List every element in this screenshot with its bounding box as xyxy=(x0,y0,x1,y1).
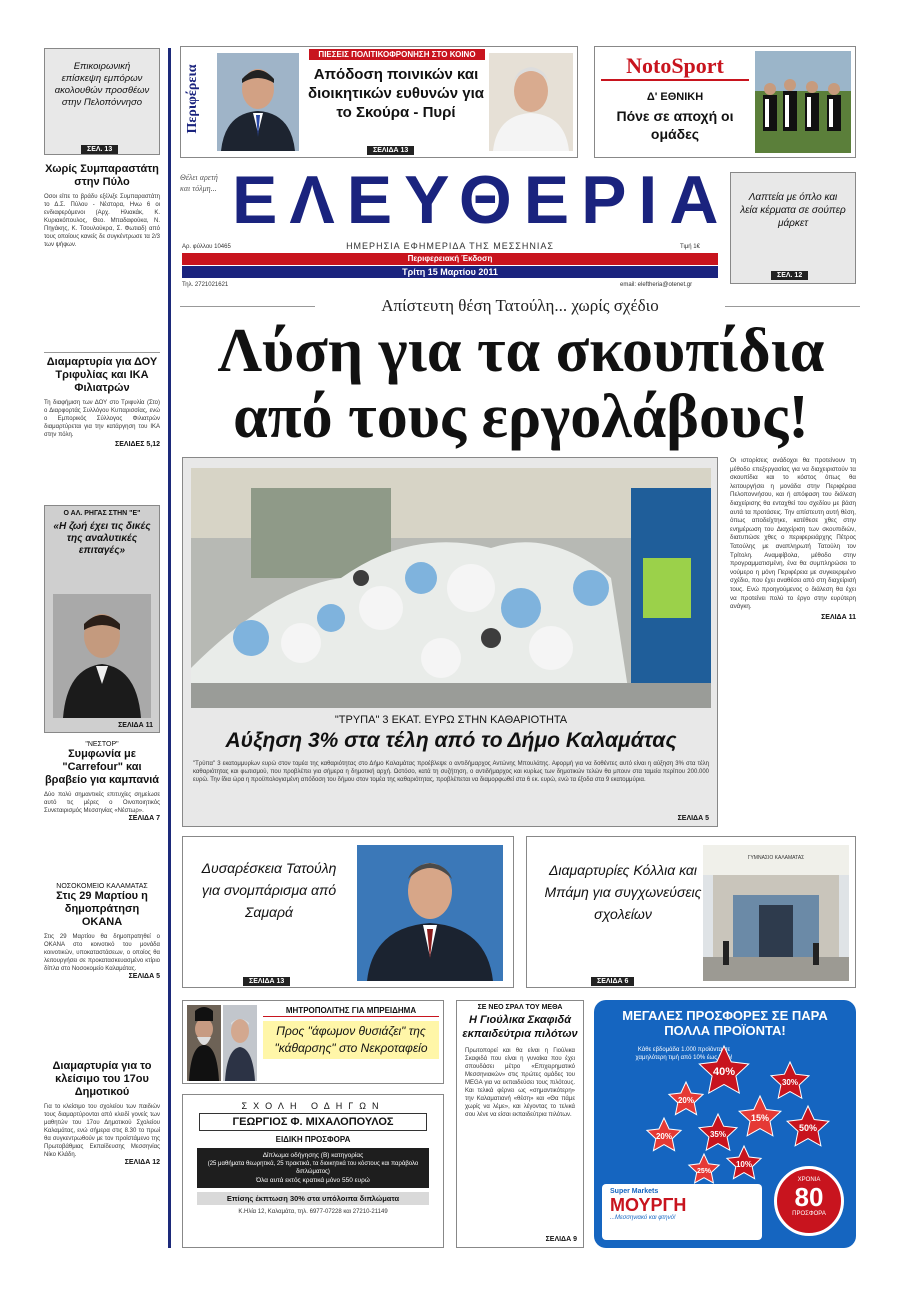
right-teaser-box xyxy=(730,172,856,284)
lead-side-body: Οι ιστορίσεις ανάδοχοι θα προτείνουν τη μέθοδο επεξεργασίας για να διαχειριστούν τα σκουπίδια και το κόστος όπως θα λειτουργήσει η μονάδα στην Περιφέρεια Πελοποννήσου, και ή απόφαση του διάλεση διαχείρισης θα ενταχθεί του σχεδίου με βάση αυτά τα προτάσεις. Την απίστευτη αυτή θέση, όπως αποδείχτηκε, κατέθεσε χθες στην ενημέρωση του Διαχείριση των σκουπιδιών, διατυπώσε χθες ο περιφερειάρχης Πέτρος Τατούλης με αναπληρωτή Τατούλη τον Τρίτολη. Αναμφίβολα, μέθοδο στην προγραμματισμένη, ένα θα συμπληρώσει το νούμερο η μόνη Περιφέρεια με συγκεκριμένο σχέδιο, που έχει αναθέσει από στη διαχείρισή τους. Ενώ προηγούμενος ο διάλεση θα έχει να προτείνει πολύ το έργο στην ευρύτερη ανάγκη. xyxy=(730,457,856,611)
garbage-image xyxy=(191,468,711,708)
left-story-4-kicker: ΝΟΣΟΚΟΜΕΙΟ ΚΑΛΑΜΑΤΑΣ xyxy=(56,883,148,890)
left-story-1-body: Οσοι είπε το βράδυ εξέλιξε Συμπαραστάτη το Δ.Σ. Πύλου - Νέστορα, Ηνω 6 οι ενδιαφερόμενοι (Αρχ. Ηλιακάκ, Κ. Κυριακόπουλος, Θεο. Μπαδαφούκα, Ν. Πηγάκης, Κ. Τσουλούκρα, Σ. Φωτιαδ) από τους οποίους κανείς δε συγκέντρωσε τα 2/3 των ψήφων. xyxy=(44,194,160,248)
school-ad-address: Κ.Ηλία 12, Καλαμάτα, τηλ. 6977-07228 και 27210-21149 xyxy=(238,1209,388,1215)
sale-star xyxy=(739,1096,781,1136)
left-interview-photo xyxy=(53,594,151,718)
bishop-image xyxy=(187,1005,221,1081)
left-teaser-page: ΣΕΛ. 13 xyxy=(81,145,118,154)
samaras-page: ΣΕΛΙΔΑ 13 xyxy=(243,977,290,986)
anniversary-seal xyxy=(774,1166,844,1236)
masthead-subtitle: ΗΜΕΡΗΣΙΑ ΕΦΗΜΕΡΙΔΑ ΤΗΣ ΜΕΣΣΗΝΙΑΣ xyxy=(346,241,554,251)
team-image xyxy=(755,51,851,153)
lead-headline-line1: Λύση για τα σκουπίδια xyxy=(217,317,825,385)
lead-side-column xyxy=(730,457,856,621)
sale-star xyxy=(699,1046,748,1093)
left-story-2-headline: Διαμαρτυρία για ΔΟΥ Τριφυλίας και ΙΚΑ Φιλιατρών xyxy=(46,356,158,394)
lead-photo-headline: Αύξηση 3% στα τέλη από το Δήμο Καλαμάτας xyxy=(225,729,677,752)
sport-kicker: Δ' ΕΘΝΙΚΗ xyxy=(646,91,704,103)
metropolitan-box xyxy=(182,1000,444,1084)
pilots-page: ΣΕΛΙΔΑ 9 xyxy=(545,1236,577,1243)
sale-star-label: 15% xyxy=(750,1113,770,1123)
pilots-body: Πρωτοπορεί και θα είναι η Γιούλικα Σκαφιδά που είναι η γυναίκα που έχει σπουδάσει μέτρο «Επιχειρηματικό Μεσσηνιακών» στις πρώτες ομάδες του MEGA για να εκπαιδεύσει τους πιλότους. Και τελικά φέρνει ως «σημαντικότερη» την Καλαματιανή «θέση» και «Θα πάμε χωρίς να λέμε», και λέγοντας το τελικά σου λένε να είσαι εκπαιδεύτρια πιλότων. xyxy=(465,1048,575,1118)
left-interview-page: ΣΕΛΙΔΑ 11 xyxy=(118,722,153,729)
school-image xyxy=(703,845,849,981)
brand-tag: ...Μεσσηνιακό και φτηνό! xyxy=(610,1215,676,1221)
masthead-edition-bar xyxy=(182,253,718,265)
sale-star-label: 10% xyxy=(735,1160,753,1169)
sale-star-label: 25% xyxy=(696,1168,712,1175)
left-story-3-headline: Συμφωνία με "Carrefour" και βραβείο για καμπανιά xyxy=(44,748,160,786)
pilots-kicker: ΣΕ ΝΕΟ ΣΡΑΛ ΤΟΥ ΜΕΘΑ xyxy=(477,1004,563,1011)
masthead-motto: Θέλει αρετή και τόλμη... xyxy=(180,173,218,193)
masthead-edition: Περιφερειακή Έκδοση xyxy=(407,254,493,263)
left-interview-kicker: Ο ΑΛ. ΡΗΓΑΣ ΣΤΗΝ "Ε" xyxy=(63,510,141,517)
schools-page: ΣΕΛΙΔΑ 6 xyxy=(591,977,634,986)
left-story-3-kicker: "ΝΕΣΤΟΡ" xyxy=(85,741,119,748)
divider xyxy=(725,306,860,307)
masthead-email: email: eleftheria@otenet.gr xyxy=(620,282,693,288)
politician-photo-2 xyxy=(489,53,573,151)
sale-star-label: 40% xyxy=(712,1066,736,1078)
school-ad-offer: ΕΙΔΙΚΗ ΠΡΟΣΦΟΡΑ xyxy=(275,1135,351,1144)
masthead-issue: Αρ. φύλλου 10465 xyxy=(182,244,231,250)
sale-star xyxy=(669,1082,703,1115)
driving-school-ad[interactable] xyxy=(182,1094,444,1248)
region-page: ΣΕΛΙΔΑ 13 xyxy=(367,146,414,155)
school-ad-dark-3: Όλα αυτά εκτός κρατικά μόνο 550 ευρώ xyxy=(256,1177,370,1184)
politician-image-1 xyxy=(217,53,299,151)
left-story-4-body: Στις 29 Μαρτίου θα δημοπρατηθεί ο ΟΚΑΝΑ στο κοινοτικό του μονάδα κοινοτικών, υποκαταστάσεων, ο οποίος θα λειτουργήσει σε προκατασκευασμένο κτίριο δίπλα στο Νοσοκομείο Καλαμάτας. xyxy=(44,934,160,972)
left-story-5-page: ΣΕΛΙΔΑ 12 xyxy=(124,1159,160,1166)
sale-star-label: 20% xyxy=(655,1132,673,1141)
left-story-2 xyxy=(44,356,160,448)
man-photo xyxy=(223,1005,257,1081)
sale-star xyxy=(647,1118,681,1151)
masthead-phone: Τηλ. 2721021621 xyxy=(182,282,229,288)
seal-top: ΧΡΟΝΙΑ xyxy=(797,1177,821,1183)
school-photo xyxy=(703,845,849,981)
schools-box xyxy=(526,836,856,988)
samaras-headline: Δυσαρέσκεια Τατούλη για σνομπάρισμα από Σαμαρά xyxy=(201,860,337,920)
lead-side-page: ΣΕΛΙΔΑ 11 xyxy=(821,613,856,621)
school-ad-dark-panel xyxy=(197,1148,429,1188)
left-story-3-body: Δύο πολύ σημαντικές επιτυχίες σημείωσε αυτό τις μέρες ο Οινοποιητικός Συνεταιρισμός Μεσσηνίας «Νέστωρ». xyxy=(44,792,160,814)
masthead-date-bar xyxy=(182,266,718,278)
sport-brand: NotoSport xyxy=(601,53,749,81)
supermarket-ad-headline: ΜΕΓΑΛΕΣ ΠΡΟΣΦΟΡΕΣ ΣΕ ΠΑΡΑ ΠΟΛΛΑ ΠΡΟΪΟΝΤΑ! xyxy=(622,1008,828,1038)
sale-star xyxy=(771,1062,809,1098)
sale-star xyxy=(787,1106,829,1146)
left-story-2-body: Τη διαφήμιση των ΔΟΥ στο Τριφυλία (Στο) ο Διαρφορτάς Συλλόγου Κυπαρισσίας, ενώ ο Εμπορικός Σύλλογος Φιλιατρών διαμαρτύρεται για την κατάργηση του ΙΚΑ στην πόλη. xyxy=(44,400,160,438)
left-story-5-headline: Διαμαρτυρία για το κλείσιμο του 17ου Δημοτικού xyxy=(52,1060,152,1098)
brand-name: ΜΟΥΡΓΗ xyxy=(610,1195,687,1215)
supermarket-ad-sub: Κάθε εβδομάδα 1.000 προϊόντα σε χαμηλότερη τιμή από 10% έως 50%! xyxy=(635,1047,733,1061)
lead-kicker: Απίστευτη θέση Τατούλη... χωρίς σχέδιο xyxy=(381,296,659,315)
school-ad-discount: Επίσης έκπτωση 30% στα υπόλοιπα διπλώματα xyxy=(197,1192,429,1205)
right-teaser-text: Λαπτεία με όπλο και λεία κέρματα σε σούπερ μάρκετ xyxy=(740,192,846,229)
region-banner xyxy=(180,46,578,158)
school-ad-name: ΓΕΩΡΓΙΟΣ Φ. ΜΙΧΑΛΟΠΟΥΛΟΣ xyxy=(199,1113,427,1131)
schools-headline: Διαμαρτυρίες Κόλλια και Μπάμη για συγχωνεύσεις σχολείων xyxy=(544,862,702,922)
left-interview-quote: «Η ζωή έχει τις δικές της αναλυτικές επιταγές» xyxy=(53,521,151,556)
right-teaser-page: ΣΕΛ. 12 xyxy=(771,271,808,280)
left-story-3 xyxy=(44,741,160,822)
seal-bottom: ΠΡΟΣΦΟΡΑ xyxy=(792,1211,826,1217)
sport-headline: Πόνε σε αποχή οι ομάδες xyxy=(616,108,734,142)
sale-star-label: 20% xyxy=(677,1096,695,1105)
lead-photo-page: ΣΕΛΙΔΑ 5 xyxy=(677,815,709,822)
left-story-1 xyxy=(44,163,160,249)
lead-photo-box xyxy=(182,457,718,827)
portrait-image xyxy=(53,594,151,718)
divider xyxy=(44,352,160,353)
bishop-photo xyxy=(187,1005,221,1081)
masthead-date: Τρίτη 15 Μαρτίου 2011 xyxy=(402,267,498,277)
sale-star-label: 35% xyxy=(709,1130,727,1139)
school-ad-top-line: ΣΧΟΛΗ ΟΔΗΓΩΝ xyxy=(241,1101,385,1111)
left-story-4-page: ΣΕΛΙΔΑ 5 xyxy=(128,973,160,980)
school-ad-dark-2: (25 μαθήματα θεωρητικά, 25 πρακτικά, τα διοικητικά του κόστους και παράβολο διπλώματος) xyxy=(207,1161,419,1175)
masthead-title: ΕΛΕΥΘΕΡΙΑ xyxy=(232,162,731,238)
samaras-box xyxy=(182,836,514,988)
samaras-photo xyxy=(357,845,503,981)
lead-photo-kicker: "ΤΡΥΠΑ" 3 ΕΚΑΤ. ΕΥΡΩ ΣΤΗΝ ΚΑΘΑΡΙΟΤΗΤΑ xyxy=(334,714,568,726)
school-sign: ΓΥΜΝΑΣΙΟ ΚΑΛΑΜΑΤΑΣ xyxy=(747,855,805,861)
region-side-label: Περιφέρεια xyxy=(185,64,200,134)
sale-star xyxy=(699,1114,737,1150)
pilots-headline: Η Γιούλικα Σκαφιδά εκπαιδεύτρια πιλότων xyxy=(462,1014,578,1040)
metropolitan-red-label: ΜΗΤΡΟΠΟΛΙΤΗΣ ΓΙΑ ΜΠΡΕΙΔΗΜΑ xyxy=(263,1005,439,1017)
left-story-3-page: ΣΕΛΙΔΑ 7 xyxy=(128,815,160,822)
region-red-label: ΠΙΕΣΕΙΣ ΠΟΛΙΤΙΚΟΦΡΟΝΗΣΗ ΣΤΟ ΚΟΙΝΟ xyxy=(309,49,485,60)
brand-panel xyxy=(602,1184,762,1240)
left-story-2-page: ΣΕΛΙΔΕΣ 5,12 xyxy=(115,441,160,448)
divider xyxy=(180,306,315,307)
left-story-5 xyxy=(44,1060,160,1166)
garbage-photo xyxy=(191,468,711,708)
samaras-image xyxy=(357,845,503,981)
left-teaser-box xyxy=(44,48,160,155)
lead-headline-line2: από τους εργολάβους! xyxy=(233,383,809,451)
man-image xyxy=(223,1005,257,1081)
seal-number: 80 xyxy=(794,1182,824,1212)
left-story-4 xyxy=(44,883,160,980)
metropolitan-quote: Προς "άφωμον θυσιάζει" της "κάθαρσης" στο Νεκροταφείο xyxy=(263,1021,439,1059)
politician-image-2 xyxy=(489,53,573,151)
left-story-4-headline: Στις 29 Μαρτίου η δημοπράτηση ΟΚΑΝΑ xyxy=(56,890,148,928)
column-divider xyxy=(168,48,171,1248)
brand-small: Super Markets xyxy=(610,1188,659,1195)
politician-photo-1 xyxy=(217,53,299,151)
lead-photo-body: "Τρύπα" 3 εκατομμυρίων ευρώ στον τομέα της καθαριότητας στο Δήμο Καλαμάτας προέβλεψε ο αντιδήμαρχος Αντώνης Μπουλάτης. Αφορμή για να δοθέντες αυτό είναι η αύξηση 3% στα τέλη καθαριότητας και φωτισμού, που προβλέπει για σήμερα η δημοτική αρχή. Ωστόσο, κατά τη συζήτηση, ο αντιδήμαρχος και κυρίως των δημοτικών τελών θα μπουν στα ταμεία περίπου 200.000 ευρώ. Την ίδια ώρα η προϋπολογισμένη απόδοση του δήμου στον τομέα της καθαριότητας, προβλέπεται να διαμορφωθεί στα 6 εκ. ευρώ, ενώ τα έξοδα στα 9 εκατομμύρια. xyxy=(193,761,709,783)
pilots-box xyxy=(456,1000,584,1248)
left-story-1-headline: Χωρίς Συμπαραστάτη στην Πύλο xyxy=(45,163,159,188)
sport-banner xyxy=(594,46,856,158)
left-interview-box xyxy=(44,505,160,733)
left-teaser-text: Επικοιρωνική επίσκεψη εμπόρων ακολουθών προσθέων στην Πελοπόννησο xyxy=(54,61,150,108)
sale-star xyxy=(727,1146,761,1179)
school-ad-dark-1: Δίπλωμα οδήγησης (Β) κατηγορίας xyxy=(262,1152,364,1159)
masthead-price: Τιμή 1€ xyxy=(680,244,700,250)
region-headline: Απόδοση ποινικών και διοικητικών ευθυνών για το Σκούρα - Πυρί xyxy=(308,66,484,121)
left-story-5-body: Για το κλείσιμο του σχολείου των παιδιών τους διαμαρτύρονται από κλειδί γονείς των μαθητών του 17ου Δημοτικού Σχολείου Καλαμάτας, ενώ σήμερα στις 8.30 το πρωί θα συγκεντρωθούν με τον προϊστάμενο της Πρωτοβάθμιας Εκπαίδευσης Μεσσηνίας Νίκο Κλάδη. xyxy=(44,1104,160,1158)
sale-star xyxy=(689,1154,719,1183)
sale-star-label: 50% xyxy=(798,1123,818,1133)
supermarket-ad[interactable] xyxy=(594,1000,856,1248)
team-photo xyxy=(755,51,851,153)
sale-star-label: 30% xyxy=(781,1078,799,1087)
